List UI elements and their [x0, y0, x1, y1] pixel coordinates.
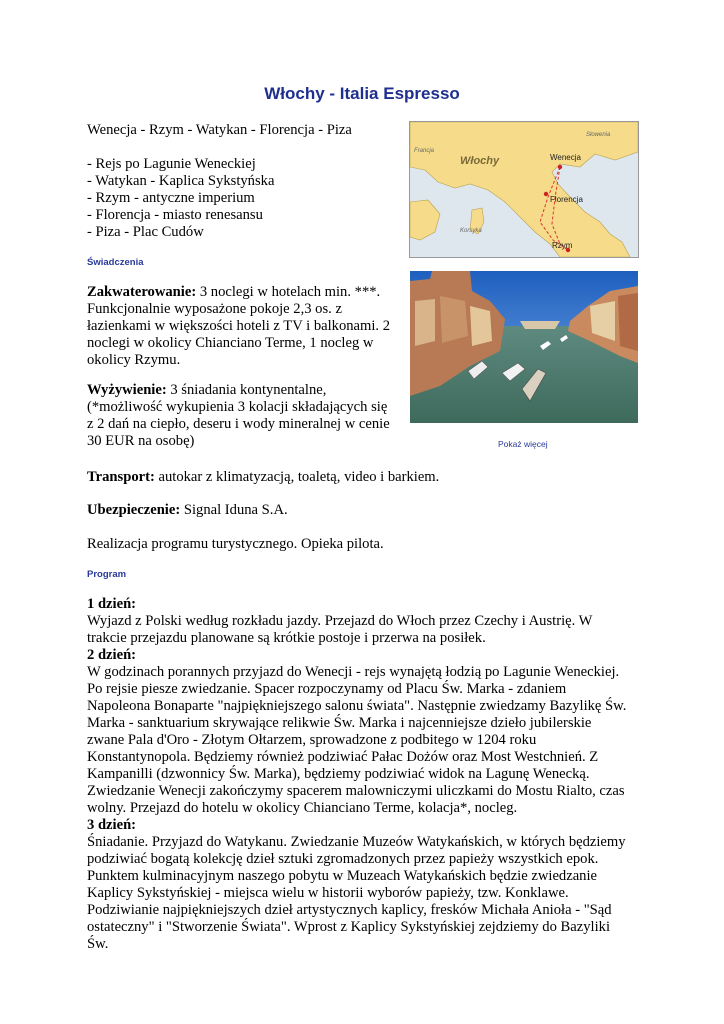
- transport-paragraph: [87, 469, 632, 486]
- map-rome-label: Rzym: [552, 241, 573, 250]
- map-france-label: Francja: [414, 148, 435, 154]
- day-label: 2 dzień:: [87, 647, 137, 663]
- map-florence-label: Florencja: [550, 195, 583, 204]
- highlight-item: - Florencja - miasto renesansu: [87, 207, 263, 223]
- accommodation-paragraph: [87, 284, 392, 369]
- section-heading-swiadczenia: Świadczenia: [87, 257, 144, 268]
- map-corsica-label: Korsyka: [460, 228, 482, 234]
- section-heading-program: Program: [87, 569, 127, 580]
- realization-paragraph: Realizacja programu turystycznego. Opieka pilota.: [87, 536, 384, 552]
- day-text: Śniadanie. Przyjazd do Watykanu. Zwiedzanie Muzeów Watykańskich, w których będziemy podziwiać bogatą kolekcję dzieł sztuki zgromadzonych przez papieży wszystkich epok. Punktem kulminacyjnym naszego pobytu w Muzeach Watykańskich będzie zwiedzanie Kaplicy Sykstyńskiej - miejsca wielu w historii wyborów papieży, tzw. Konklawe. Podziwianie najpiękniejszych dzieł artystycznych kaplicy, fresków Michała Anioła - "Sąd ostateczny" i "Stworzenie Świata". Wprost z Kaplicy Sykstyńskiej zejdziemy do Bazyliki Św.: [87, 834, 626, 952]
- italy-map-image: [410, 122, 638, 257]
- accommodation-label: Zakwaterowanie:: [87, 284, 197, 300]
- highlights-list: [87, 156, 397, 241]
- meals-paragraph: [87, 382, 392, 450]
- map-venice-label: Wenecja: [550, 153, 581, 162]
- highlight-item: - Watykan - Kaplica Sykstyńska: [87, 173, 275, 189]
- program-days: [87, 596, 632, 953]
- map-country-label: Włochy: [460, 155, 500, 167]
- day-1: [87, 596, 632, 647]
- highlight-item: - Rzym - antyczne imperium: [87, 190, 255, 206]
- map-slovenia-label: Słowenia: [586, 132, 611, 138]
- day-label: 3 dzień:: [87, 817, 137, 833]
- transport-label: Transport:: [87, 469, 155, 485]
- day-2: [87, 647, 632, 817]
- day-label: 1 dzień:: [87, 596, 137, 612]
- page-title: Włochy - Italia Espresso: [264, 84, 460, 103]
- accommodation-text: 3 noclegi w hotelach min. ***. Funkcjonalnie wyposażone pokoje 2,3 os. z łazienkami w większości hoteli z TV i balkonami. 2 noclegi w okolicy Chianciano Terme, 1 nocleg w okolicy Rzymu.: [87, 284, 391, 368]
- route-text: Wenecja - Rzym - Watykan - Florencja - Piza: [87, 122, 352, 138]
- highlight-item: - Rejs po Lagunie Weneckiej: [87, 156, 256, 172]
- insurance-text: Signal Iduna S.A.: [180, 502, 288, 518]
- venice-photo: [410, 271, 638, 423]
- insurance-paragraph: [87, 502, 632, 519]
- transport-text: autokar z klimatyzacją, toaletą, video i barkiem.: [154, 469, 440, 485]
- day-text: Wyjazd z Polski według rozkładu jazdy. Przejazd do Włoch przez Czechy i Austrię. W trakcie przejazdu planowane są krótkie postoje i przerwa na posiłek.: [87, 613, 593, 646]
- day-3: [87, 817, 632, 953]
- meals-label: Wyżywienie:: [87, 382, 167, 398]
- insurance-label: Ubezpieczenie:: [87, 502, 181, 518]
- route-map: [409, 121, 639, 258]
- meals-text: 3 śniadania kontynentalne, (*możliwość wykupienia 3 kolacji składających się z 2 dań na ciepło, deseru i wody mineralnej w cenie 30 EUR na osobę): [87, 382, 390, 449]
- grand-canal-image: [410, 271, 638, 423]
- show-more-link[interactable]: Pokaż więcej: [498, 439, 548, 449]
- day-text: W godzinach porannych przyjazd do Wenecji - rejs wynajętą łodzią po Lagunie Weneckiej. Po rejsie piesze zwiedzanie. Spacer rozpoczynamy od Placu Św. Marka - zdaniem Napoleona Bonaparte "najpiękniejszego salonu świata". Następnie zwiedzamy Bazylikę Św. Marka - sanktuarium skrywające relikwie Św. Marka i najcenniejsze dzieło jubilerskie zwane Pala d'Oro - Złotym Ołtarzem, sprowadzone z podbitego w 1204 roku Konstantynopola. Będziemy również podziwiać Pałac Dożów oraz Most Westchnień. Z Kampanilli (dzwonnicy Św. Marka), będziemy podziwiać widok na Lagunę Wenecką. Zwiedzanie Wenecji zakończymy spacerem malowniczymi uliczkami do Mostu Rialto, czas wolny. Przejazd do hotelu w okolicy Chianciano Terme, kolacja*, nocleg.: [87, 664, 627, 816]
- highlight-item: - Piza - Plac Cudów: [87, 224, 204, 240]
